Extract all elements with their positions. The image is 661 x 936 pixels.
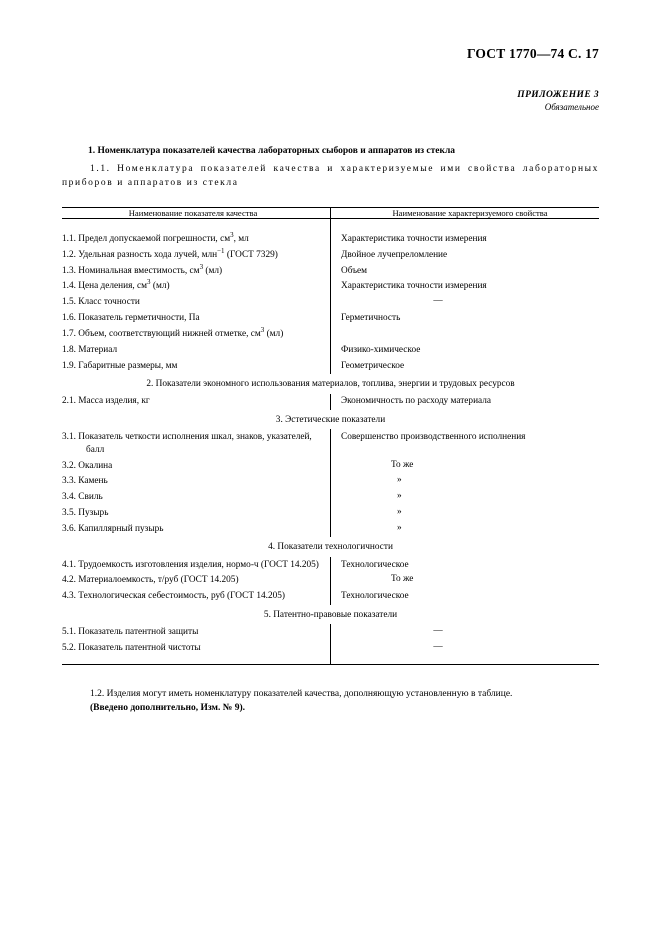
property-name-cell: Характеристика точности измерения xyxy=(341,281,487,292)
indicator-name-cell: 1.4. Цена деления, $см^3$ (мл) xyxy=(62,279,331,295)
table-row xyxy=(62,573,599,589)
property-name-cell: То же xyxy=(391,459,414,470)
indicator-name-cell: 2.1. Масса изделия, кг xyxy=(62,394,331,410)
table-row xyxy=(62,232,599,248)
property-name-cell: Физико-химическое xyxy=(341,344,421,355)
indicator-name-cell: 5.1. Показатель патентной защиты xyxy=(62,624,331,640)
property-name-cell: Технологическое xyxy=(341,591,409,602)
indicator-name-cell: 4.1. Трудоемкость изготовления изделия, нормо-ч (ГОСТ 14.205) xyxy=(62,557,331,573)
indicator-name-cell: 4.2. Материалоемкость, т/руб (ГОСТ 14.205) xyxy=(62,573,331,589)
table-row xyxy=(62,394,599,410)
table-row xyxy=(62,458,599,474)
quality-indicators-table xyxy=(62,207,599,666)
property-name-cell: — xyxy=(433,296,443,307)
property-name-cell: Герметичность xyxy=(341,313,401,324)
table-row xyxy=(62,557,599,573)
annex-subtitle: Обязательное xyxy=(544,102,599,112)
table-row xyxy=(62,247,599,263)
table-row xyxy=(62,589,599,605)
table-row xyxy=(62,490,599,506)
table-row xyxy=(62,640,599,656)
table-spacer-row xyxy=(62,218,599,232)
indicator-name-cell: 3.5. Пузырь xyxy=(62,506,331,522)
indicator-name-cell: 3.1. Показатель четкости исполнения шкал, знаков, указателей, балл xyxy=(62,429,331,458)
indicator-name-cell: 1.8. Материал xyxy=(62,342,331,358)
property-name-cell: » xyxy=(397,475,402,486)
table-group-heading: 4. Показатели технологичности xyxy=(268,542,393,553)
indicator-name-cell: 1.7. Объем, соответствующий нижней отметке, $см^3$ (мл) xyxy=(62,326,331,342)
indicator-name-cell: 5.2. Показатель патентной чистоты xyxy=(62,640,331,656)
property-name-cell: — xyxy=(433,625,443,636)
closing-note: (Введено дополнительно, Изм. № 9). xyxy=(90,703,245,714)
indicator-name-cell: 4.3. Технологическая себестоимость, руб (ГОСТ 14.205) xyxy=(62,589,331,605)
property-name-cell: Совершенство производственного исполнения xyxy=(341,431,526,442)
property-name-cell: Объем xyxy=(341,265,368,276)
property-name-cell: То же xyxy=(391,574,414,585)
table-group-heading-row xyxy=(62,605,599,625)
property-name-cell: Технологическое xyxy=(341,559,409,570)
page-header: ГОСТ 1770—74 С. 17 xyxy=(466,46,599,61)
table-row xyxy=(62,506,599,522)
table-row xyxy=(62,358,599,374)
table-group-heading-row xyxy=(62,374,599,394)
table-header-cell: Наименование характеризуемого свойства xyxy=(331,207,600,218)
table-row xyxy=(62,263,599,279)
table-group-heading: 3. Эстетические показатели xyxy=(275,414,386,425)
property-name-cell: » xyxy=(397,507,402,518)
property-name-cell: » xyxy=(397,522,402,533)
table-row xyxy=(62,624,599,640)
table-group-heading-row xyxy=(62,410,599,430)
property-name-cell: » xyxy=(397,491,402,502)
property-name-cell: — xyxy=(433,641,443,652)
property-name-cell: Характеристика точности измерения xyxy=(341,234,487,244)
indicator-name-cell: 3.2. Окалина xyxy=(62,458,331,474)
indicator-name-cell: 3.6. Капиллярный пузырь xyxy=(62,521,331,537)
annex-title: ПРИЛОЖЕНИЕ 3 xyxy=(517,90,599,100)
table-header-cell: Наименование показателя качества xyxy=(62,207,331,218)
table-group-heading-row xyxy=(62,537,599,557)
indicator-name-cell: 1.2. Удельная разность хода лучей, млн$^{-1}$ (ГОСТ 7329) xyxy=(62,247,331,263)
section-title: 1. Номенклатура показателей качества лабораторных сыборов и аппаратов из стекла xyxy=(88,146,456,156)
table-row xyxy=(62,342,599,358)
indicator-name-cell: 3.4. Свиль xyxy=(62,490,331,506)
indicator-name-cell: 1.3. Номинальная вместимость, $см^3$ (мл) xyxy=(62,263,331,279)
table-row xyxy=(62,295,599,311)
property-name-cell: Экономичность по расходу материала xyxy=(341,396,492,407)
property-name-cell: Двойное лучепреломление xyxy=(341,249,448,260)
table-row xyxy=(62,279,599,295)
indicator-name-cell: 1.9. Габаритные размеры, мм xyxy=(62,358,331,374)
table-header-row xyxy=(62,207,599,218)
indicator-name-cell: 1.6. Показатель герметичности, Па xyxy=(62,311,331,327)
indicator-name-cell: 1.5. Класс точности xyxy=(62,295,331,311)
table-group-heading: 5. Патентно-правовые показатели xyxy=(263,609,398,620)
table-row xyxy=(62,326,599,342)
table-row xyxy=(62,474,599,490)
indicator-name-cell: 3.3. Камень xyxy=(62,474,331,490)
property-name-cell: Геометрическое xyxy=(341,360,405,371)
property-name-cell xyxy=(331,326,600,342)
section-paragraph: 1.1. Номенклатура показателей качества и характеризуемые ими свойства лабораторных приборов и аппаратов из стекла xyxy=(62,164,599,189)
table-row xyxy=(62,429,599,458)
table-bottom-rule-row xyxy=(62,656,599,665)
closing-paragraph: 1.2. Изделия могут иметь номенклатуру показателей качества, дополняющую установленную в таблице. xyxy=(90,689,513,700)
table-group-heading: 2. Показатели экономного использования материалов, топлива, энергии и трудовых ресурсов xyxy=(146,378,515,389)
indicator-name-cell: 1.1. Предел допускаемой погрешности, $см^3$, мл xyxy=(62,232,331,248)
table-row xyxy=(62,521,599,537)
table-row xyxy=(62,311,599,327)
